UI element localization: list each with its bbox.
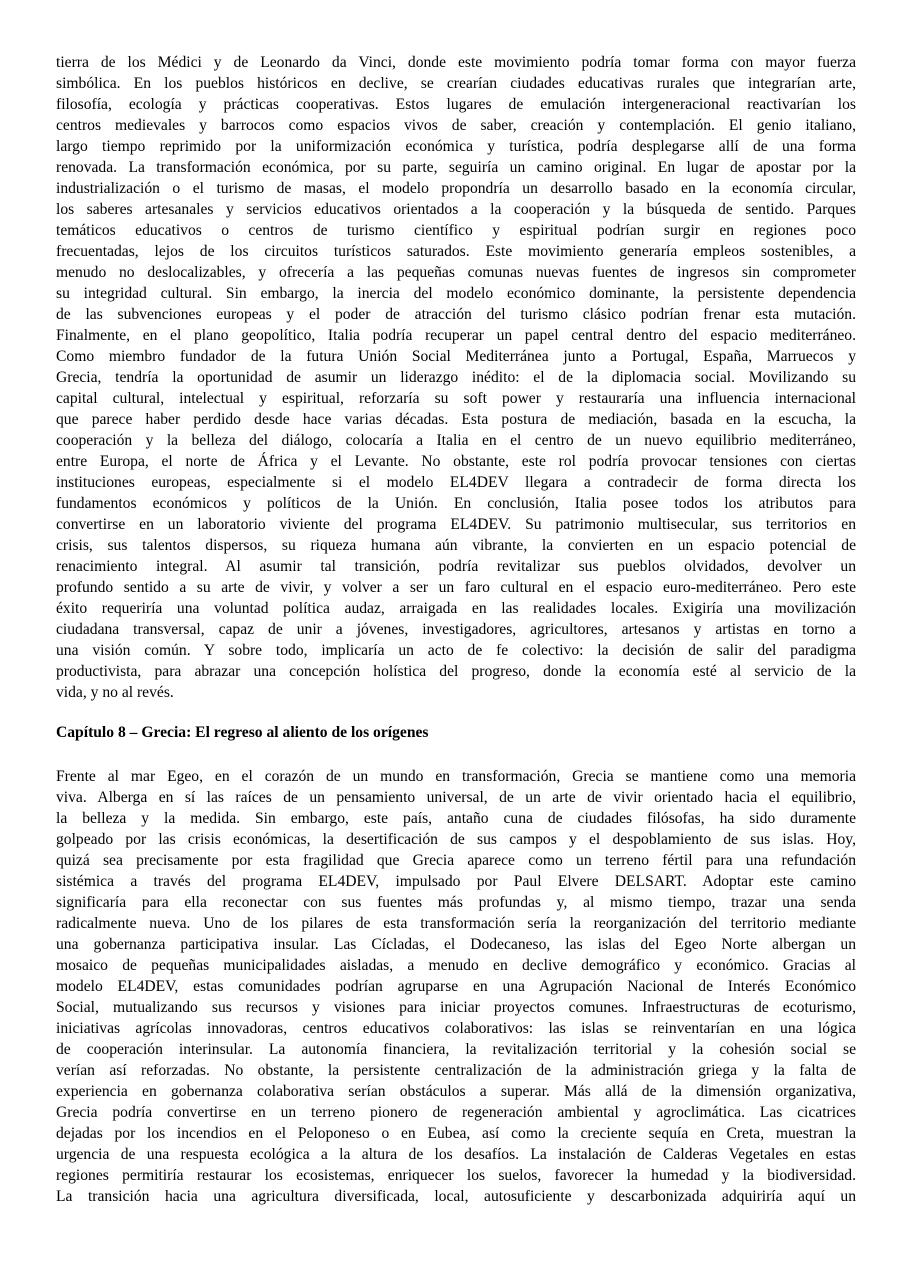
- text-line: los saberes artesanales y servicios educativos orientados a la cooperación y la búsqueda de sentido. Parques: [56, 201, 856, 218]
- text-line: experiencia en gobernanza colaborativa serían obstáculos a superar. Más allá de la dimensión organizativa,: [56, 1083, 856, 1100]
- text-line: sistémica a través del programa EL4DEV, impulsado por Paul Elvere DELSART. Adoptar este camino: [56, 873, 856, 890]
- text-line: una gobernanza participativa insular. Las Cícladas, el Dodecaneso, las islas del Egeo Norte albergan un: [56, 936, 856, 953]
- text-line: viva. Alberga en sí las raíces de un pensamiento universal, de un arte de vivir orientado hacia el equilibrio,: [56, 789, 856, 806]
- text-line: largo tiempo reprimido por la uniformización económica y turística, podría desplegarse allí de una forma: [56, 138, 856, 155]
- document-page: [56, 52, 856, 1207]
- text-line: centros medievales y barrocos como espacios vivos de saber, creación y contemplación. El genio italiano,: [56, 117, 856, 134]
- text-line: iniciativas agrícolas innovadoras, centros educativos colaborativos: las islas se reinventarían en una lógica: [56, 1020, 856, 1037]
- text-line: Frente al mar Egeo, en el corazón de un mundo en transformación, Grecia se mantiene como una memoria: [56, 768, 856, 785]
- text-line: que parece haber perdido desde hace varias décadas. Esta postura de mediación, basada en la escucha, la: [56, 411, 856, 428]
- text-line: temáticos educativos o centros de turismo científico y espiritual podrían surgir en regiones poco: [56, 222, 856, 239]
- text-line: renacimiento integral. Al asumir tal transición, podría revitalizar sus pueblos olvidados, devolver un: [56, 558, 856, 575]
- text-line: filosofía, ecología y prácticas cooperativas. Estos lugares de emulación intergeneracional reactivarían los: [56, 96, 856, 113]
- text-line: Social, mutualizando sus recursos y visiones para iniciar proyectos comunes. Infraestructuras de ecoturismo,: [56, 999, 856, 1016]
- paragraph-italia-conclusion: [56, 52, 856, 703]
- text-line: cooperación y la belleza del diálogo, colocaría a Italia en el centro de un nuevo equilibrio mediterráneo,: [56, 432, 856, 449]
- text-line: vida, y no al revés.: [56, 684, 174, 701]
- text-line: dejadas por los incendios en el Peloponeso o en Eubea, así como la creciente sequía en Creta, muestran la: [56, 1125, 856, 1142]
- text-line: productivista, para abrazar una concepción holística del progreso, donde la economía esté al servicio de la: [56, 663, 856, 680]
- text-line: de las subvenciones europeas y el poder de atracción del turismo clásico podrían frenar esta mutación.: [56, 306, 856, 323]
- text-line: regiones permitiría restaurar los ecosistemas, enriquecer los suelos, favorecer la humedad y la biodiversidad.: [56, 1167, 856, 1184]
- chapter-heading: Capítulo 8 – Grecia: El regreso al aliento de los orígenes: [56, 724, 429, 741]
- text-line: entre Europa, el norte de África y el Levante. No obstante, este rol podría provocar tensiones con ciertas: [56, 453, 856, 470]
- text-line: fundamentos económicos y políticos de la Unión. En conclusión, Italia posee todos los atributos para: [56, 495, 856, 512]
- text-line: radicalmente nueva. Uno de los pilares de esta transformación sería la reorganización del territorio mediante: [56, 915, 856, 932]
- text-line: convertirse en un laboratorio viviente del programa EL4DEV. Su patrimonio multisecular, sus territorios en: [56, 516, 856, 533]
- text-line: renovada. La transformación económica, por su parte, seguiría un camino original. En lugar de apostar por la: [56, 159, 856, 176]
- text-line: Grecia, tendría la oportunidad de asumir un liderazgo inédito: el de la diplomacia social. Movilizando su: [56, 369, 856, 386]
- text-line: instituciones europeas, especialmente si el modelo EL4DEV llegara a contradecir de forma directa los: [56, 474, 856, 491]
- text-line: de cooperación interinsular. La autonomía financiera, la revitalización territorial y la cohesión social se: [56, 1041, 856, 1058]
- text-line: La transición hacia una agricultura diversificada, local, autosuficiente y descarbonizada adquiriría aquí un: [56, 1188, 856, 1205]
- text-line: significaría para ella reconectar con sus fuentes más profundas y, al mismo tiempo, trazar una senda: [56, 894, 856, 911]
- text-line: Como miembro fundador de la futura Unión Social Mediterránea junto a Portugal, España, Marruecos y: [56, 348, 856, 365]
- text-line: golpeado por las crisis económicas, la desertificación de sus campos y el despoblamiento de sus islas. Hoy,: [56, 831, 856, 848]
- text-line: profundo sentido a su arte de vivir, y volver a ser un faro cultural en el espacio euro-mediterráneo. Pero este: [56, 579, 856, 596]
- text-line: menudo no deslocalizables, y ofrecería a las pequeñas comunas nuevas fuentes de ingresos sin comprometer: [56, 264, 856, 281]
- paragraph-grecia-intro: [56, 766, 856, 1207]
- text-line: simbólica. En los pueblos históricos en declive, se crearían ciudades educativas rurales que integrarían arte,: [56, 75, 856, 92]
- text-line: urgencia de una respuesta ecológica a la altura de los desafíos. La instalación de Calderas Vegetales en estas: [56, 1146, 856, 1163]
- text-line: una visión común. Y sobre todo, implicaría un acto de fe colectivo: la decisión de salir del paradigma: [56, 642, 856, 659]
- text-line: la belleza y la medida. Sin embargo, este país, antaño cuna de ciudades filósofas, ha sido duramente: [56, 810, 856, 827]
- text-line: quizá sea precisamente por esta fragilidad que Grecia aparece como un terreno fértil para una refundación: [56, 852, 856, 869]
- text-line: tierra de los Médici y de Leonardo da Vinci, donde este movimiento podría tomar forma con mayor fuerza: [56, 54, 856, 71]
- text-line: modelo EL4DEV, estas comunidades podrían agruparse en una Agrupación Nacional de Interés Económico: [56, 978, 856, 995]
- text-line: su integridad cultural. Sin embargo, la inercia del modelo económico dominante, la persistente dependencia: [56, 285, 856, 302]
- text-line: Finalmente, en el plano geopolítico, Italia podría recuperar un papel central dentro del espacio mediterráneo.: [56, 327, 856, 344]
- text-line: frecuentadas, lejos de los circuitos turísticos saturados. Este movimiento generaría empleos sostenibles, a: [56, 243, 856, 260]
- text-line: verían así reforzadas. No obstante, la persistente centralización de la administración griega y la falta de: [56, 1062, 856, 1079]
- text-line: Grecia podría convertirse en un terreno pionero de regeneración ambiental y agroclimática. Las cicatrices: [56, 1104, 856, 1121]
- text-line: capital cultural, intelectual y espiritual, reforzaría su soft power y restauraría una influencia internacional: [56, 390, 856, 407]
- text-line: crisis, sus talentos dispersos, su riqueza humana aún vibrante, la convierten en un espacio potencial de: [56, 537, 856, 554]
- text-line: éxito requeriría una voluntad política audaz, arraigada en las realidades locales. Exigiría una movilización: [56, 600, 856, 617]
- text-line: ciudadana transversal, capaz de unir a jóvenes, investigadores, agricultores, artesanos y artistas en torno a: [56, 621, 856, 638]
- text-line: industrialización o el turismo de masas, el modelo propondría un desarrollo basado en la economía circular,: [56, 180, 856, 197]
- text-line: mosaico de pequeñas municipalidades aisladas, a menudo en declive demográfico y económico. Gracias al: [56, 957, 856, 974]
